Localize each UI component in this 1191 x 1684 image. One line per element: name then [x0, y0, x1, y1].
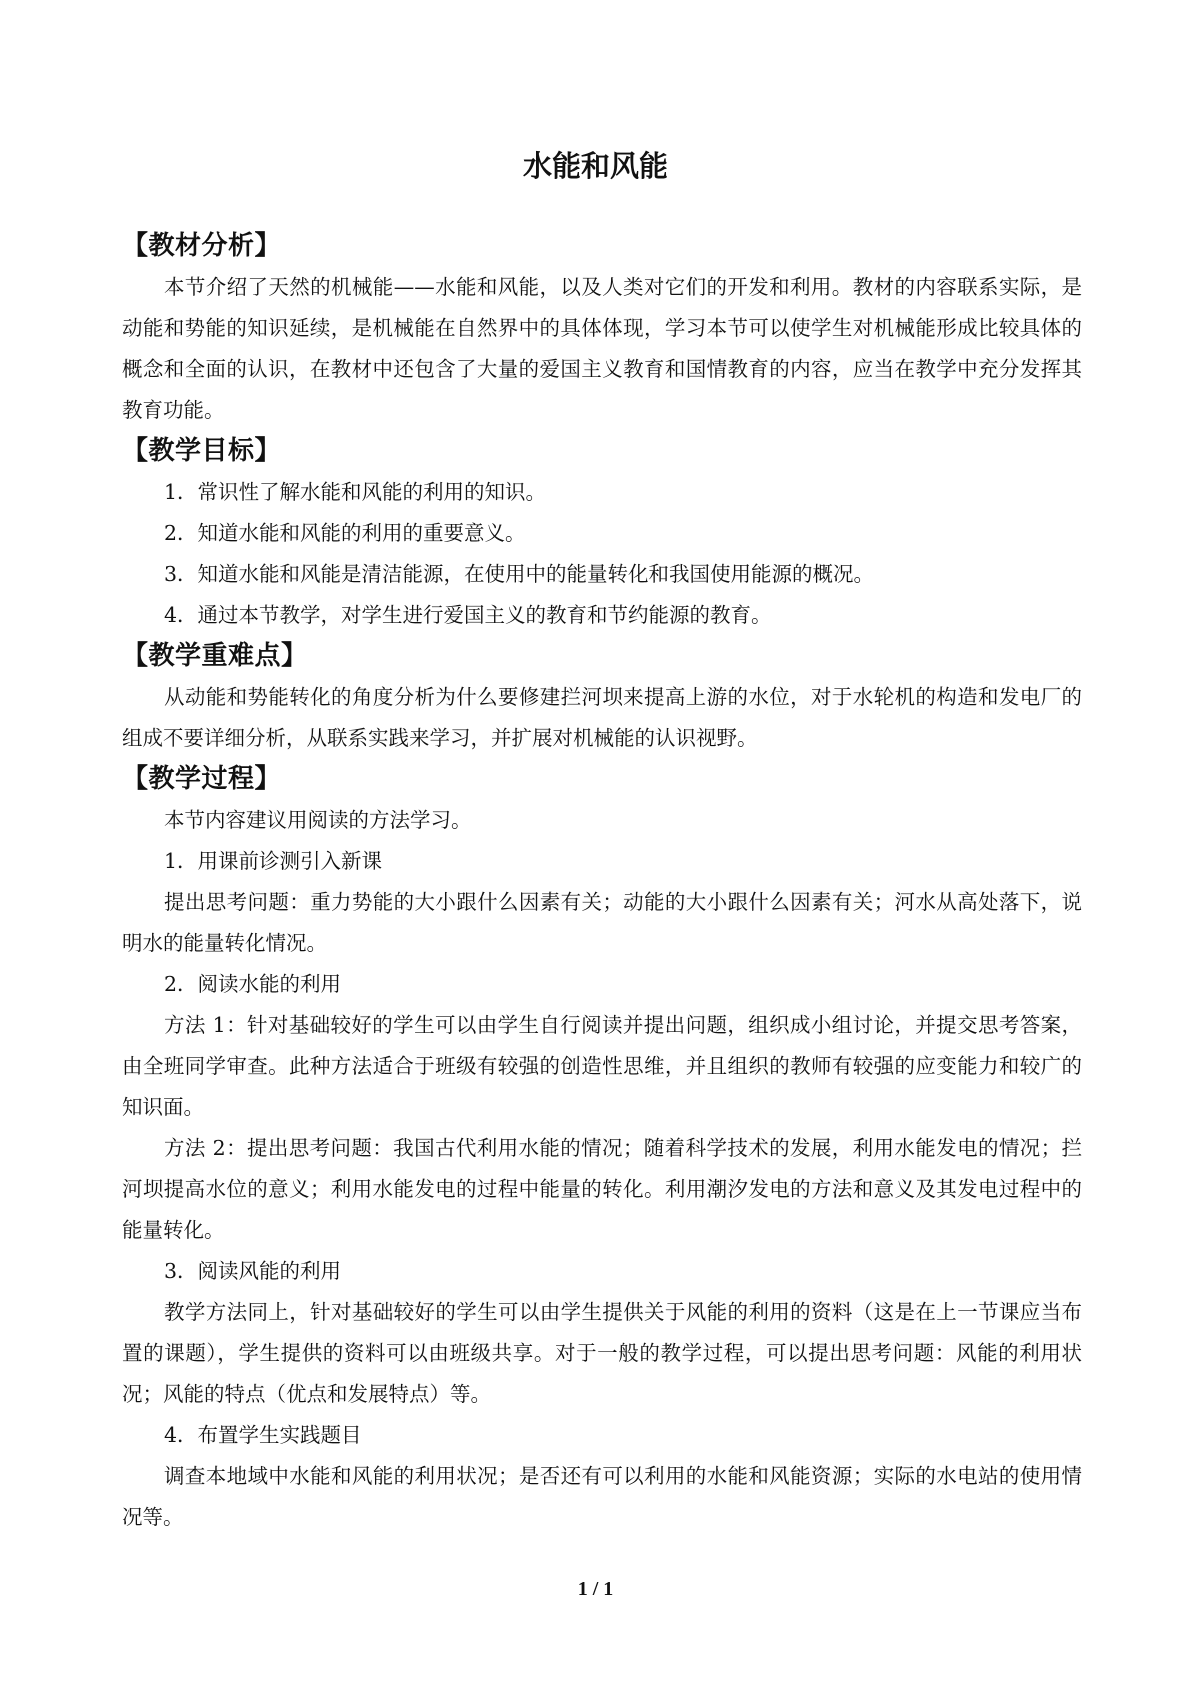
objective-item: 3．知道水能和风能是清洁能源，在使用中的能量转化和我国使用能源的概况。 — [164, 562, 875, 586]
process-step-title: 1．用课前诊测引入新课 — [164, 849, 383, 873]
section-heading-analysis: 【教材分析】 — [122, 231, 282, 261]
objective-item: 2．知道水能和风能的利用的重要意义。 — [164, 521, 526, 545]
section-heading-objectives: 【教学目标】 — [122, 436, 282, 466]
process-method-2: 方法 2：提出思考问题：我国古代利用水能的情况；随着科学技术的发展，利用水能发电的情况；拦河坝提高水位的意义；利用水能发电的过程中能量的转化。利用潮汐发电的方法和意义及其发电过程中的能量转化。 — [122, 1136, 1082, 1242]
process-step-title: 4．布置学生实践题目 — [164, 1423, 362, 1447]
process-method-1: 方法 1：针对基础较好的学生可以由学生自行阅读并提出问题，组织成小组讨论，并提交思考答案，由全班同学审查。此种方法适合于班级有较强的创造性思维，并且组织的教师有较强的应变能力和较广的知识面。 — [122, 1013, 1082, 1119]
page-number: 1 / 1 — [577, 1578, 614, 1600]
process-intro: 本节内容建议用阅读的方法学习。 — [164, 808, 472, 832]
analysis-paragraph: 本节介绍了天然的机械能——水能和风能，以及人类对它们的开发和利用。教材的内容联系实际，是动能和势能的知识延续，是机械能在自然界中的具体体现，学习本节可以使学生对机械能形成比较具体的概念和全面的认识，在教材中还包含了大量的爱国主义教育和国情教育的内容，应当在教学中充分发挥其教育功能。 — [122, 275, 1082, 422]
document-body — [122, 226, 1082, 1538]
process-step-title: 3．阅读风能的利用 — [164, 1259, 342, 1283]
section-heading-process: 【教学过程】 — [122, 764, 282, 794]
objective-item: 4．通过本节教学，对学生进行爱国主义的教育和节约能源的教育。 — [164, 603, 772, 627]
page-title: 水能和风能 — [522, 149, 668, 183]
process-step-text: 教学方法同上，针对基础较好的学生可以由学生提供关于风能的利用的资料（这是在上一节课应当布置的课题），学生提供的资料可以由班级共享。对于一般的教学过程，可以提出思考问题：风能的利用状况；风能的特点（优点和发展特点）等。 — [122, 1300, 1082, 1406]
process-step-text: 调查本地域中水能和风能的利用状况；是否还有可以利用的水能和风能资源；实际的水电站的使用情况等。 — [122, 1464, 1082, 1529]
section-heading-key-points: 【教学重难点】 — [122, 641, 308, 671]
objective-item: 1．常识性了解水能和风能的利用的知识。 — [164, 480, 547, 504]
key-points-paragraph: 从动能和势能转化的角度分析为什么要修建拦河坝来提高上游的水位，对于水轮机的构造和发电厂的组成不要详细分析，从联系实践来学习，并扩展对机械能的认识视野。 — [122, 685, 1082, 750]
process-step-title: 2．阅读水能的利用 — [164, 972, 342, 996]
process-step-text: 提出思考问题：重力势能的大小跟什么因素有关；动能的大小跟什么因素有关；河水从高处落下，说明水的能量转化情况。 — [122, 890, 1082, 955]
